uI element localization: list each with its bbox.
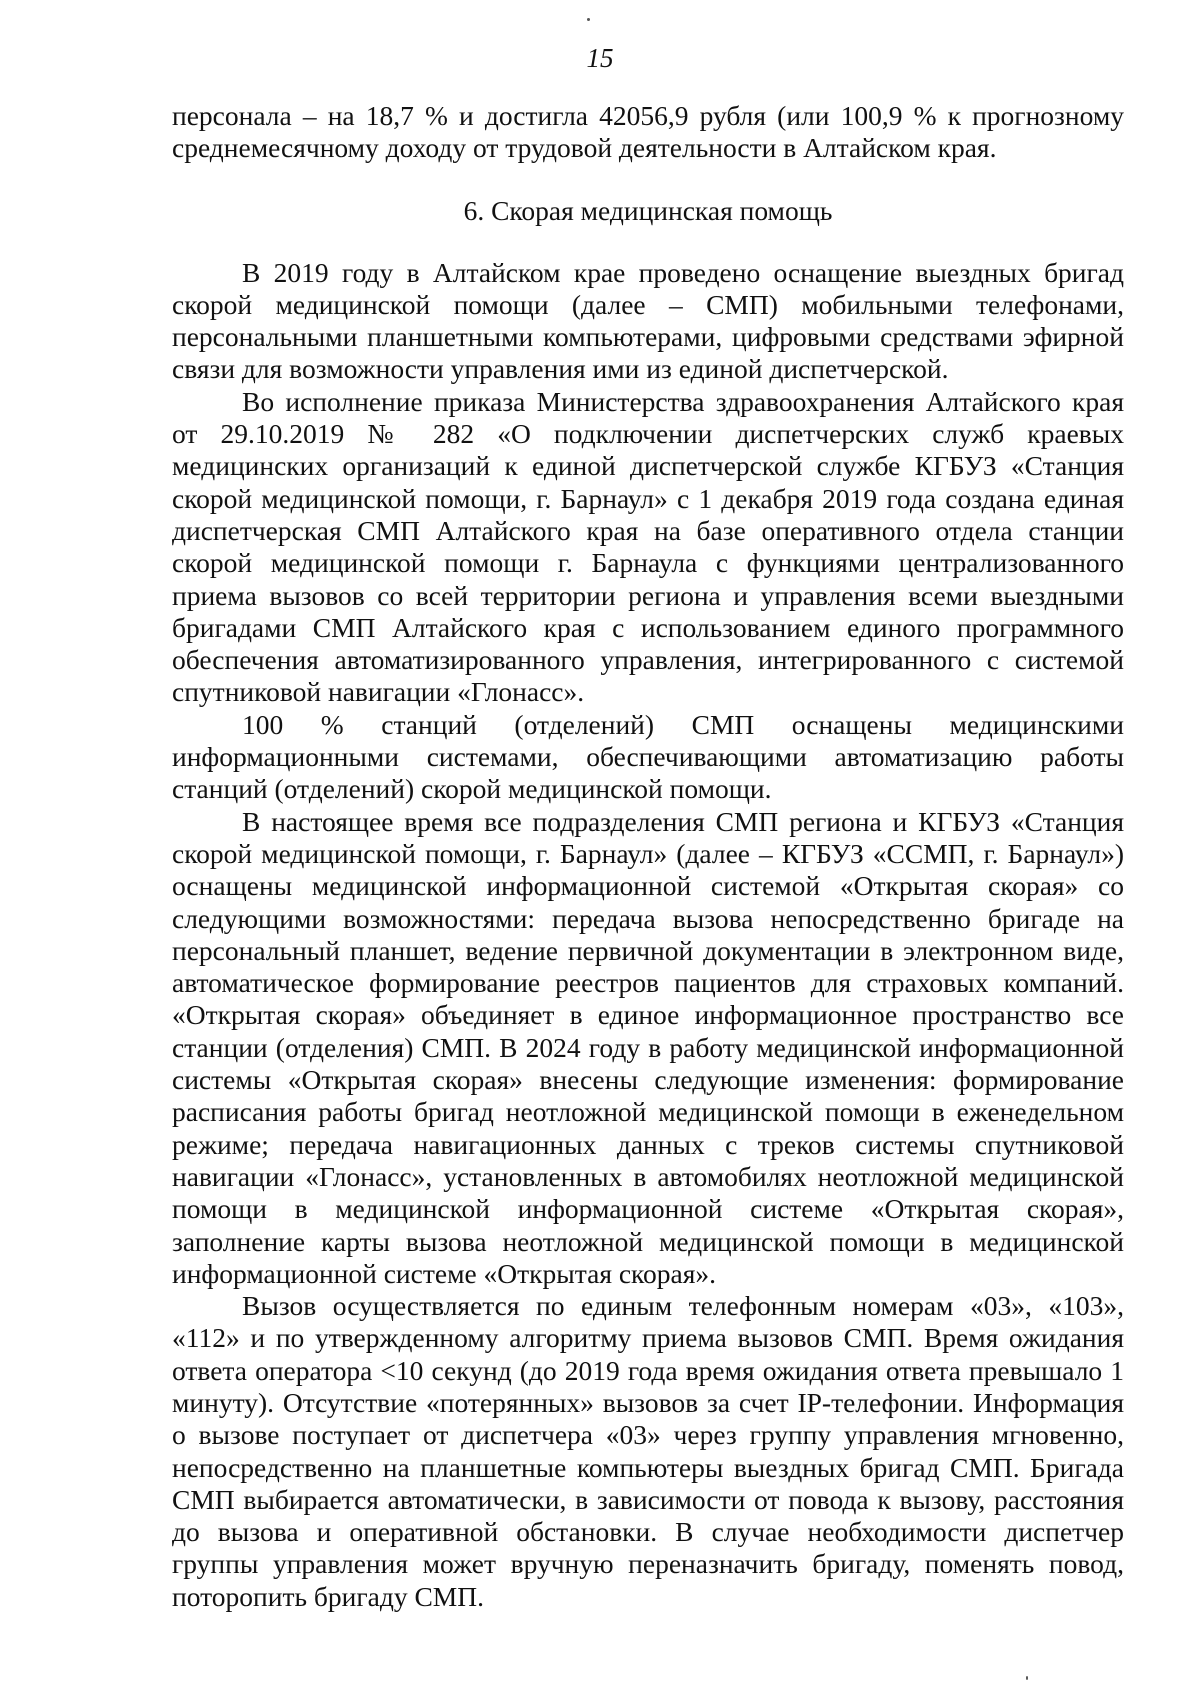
paragraph: Во исполнение приказа Министерства здравоохранения Алтайского края от 29.10.2019 № 282 «О подключении диспетчерских служб краевых медицинских организаций к единой диспетчерской службе КГБУЗ «Станция скорой медицинской помощи, г. Барнаул» с 1 декабря 2019 года создана единая диспетчерская СМП Алтайского края на базе оперативного отдела станции скорой медицинской помощи г. Барнаула с функциями централизованного приема вызовов со всей территории региона и управления всеми выездными бригадами СМП Алтайского края с использованием единого программного обеспечения автоматизированного управления, интегрированного с системой спутниковой навигации «Глонасс». xyxy=(172,385,1124,708)
section-heading: 6. Скорая медицинская помощь xyxy=(463,194,833,226)
paragraph: Вызов осуществляется по единым телефонным номерам «03», «103», «112» и по утвержденному алгоритму приема вызовов СМП. Время ожидания ответа оператора <10 секунд (до 2019 года время ожидания ответа превышало 1 минуту). Отсутствие «потерянных» вызовов за счет IP-телефонии. Информация о вызове поступает от диспетчера «03» через группу управления мгновенно, непосредственно на планшетные компьютеры выездных бригад СМП. Бригада СМП выбирается автоматически, в зависимости от повода к вызову, расстояния до вызова и оперативной обстановки. В случае необходимости диспетчер группы управления может вручную переназначить бригаду, поменять повод, поторопить бригаду СМП. xyxy=(172,1290,1124,1612)
document-body xyxy=(172,100,1124,1613)
page-number: 15 xyxy=(586,43,614,73)
scan-artifact xyxy=(587,18,590,21)
paragraph: В настоящее время все подразделения СМП региона и КГБУЗ «Станция скорой медицинской помощи, г. Барнаул» (далее – КГБУЗ «ССМП, г. Барнаул») оснащены медицинской информационной системой «Открытая скорая» со следующими возможностями: передача вызова непосредственно бригаде на персональный планшет, ведение первичной документации в электронном виде, автоматическое формирование реестров пациентов для страховых компаний. «Открытая скорая» объединяет в единое информационное пространство все станции (отделения) СМП. В 2024 году в работу медицинской информационной системы «Открытая скорая» внесены следующие изменения: формирование расписания работы бригад неотложной медицинской помощи в еженедельном режиме; передача навигационных данных с треков системы спутниковой навигации «Глонасс», установленных в автомобилях неотложной медицинской помощи в медицинской информационной системе «Открытая скорая», заполнение карты вызова неотложной медицинской помощи в медицинской информационной системе «Открытая скорая». xyxy=(172,805,1124,1289)
paragraph: 100 % станций (отделений) СМП оснащены медицинскими информационными системами, обеспечивающими автоматизацию работы станций (отделений) скорой медицинской помощи. xyxy=(172,708,1124,805)
continued-paragraph: персонала – на 18,7 % и достигла 42056,9 рубля (или 100,9 % к прогнозному среднемесячному доходу от трудовой деятельности в Алтайском края. xyxy=(172,100,1124,164)
paragraph: В 2019 году в Алтайском крае проведено оснащение выездных бригад скорой медицинской помощи (далее – СМП) мобильными телефонами, персональными планшетными компьютерами, цифровыми средствами эфирной связи для возможности управления ими из единой диспетчерской. xyxy=(172,256,1124,385)
scan-artifact xyxy=(1026,1676,1028,1680)
